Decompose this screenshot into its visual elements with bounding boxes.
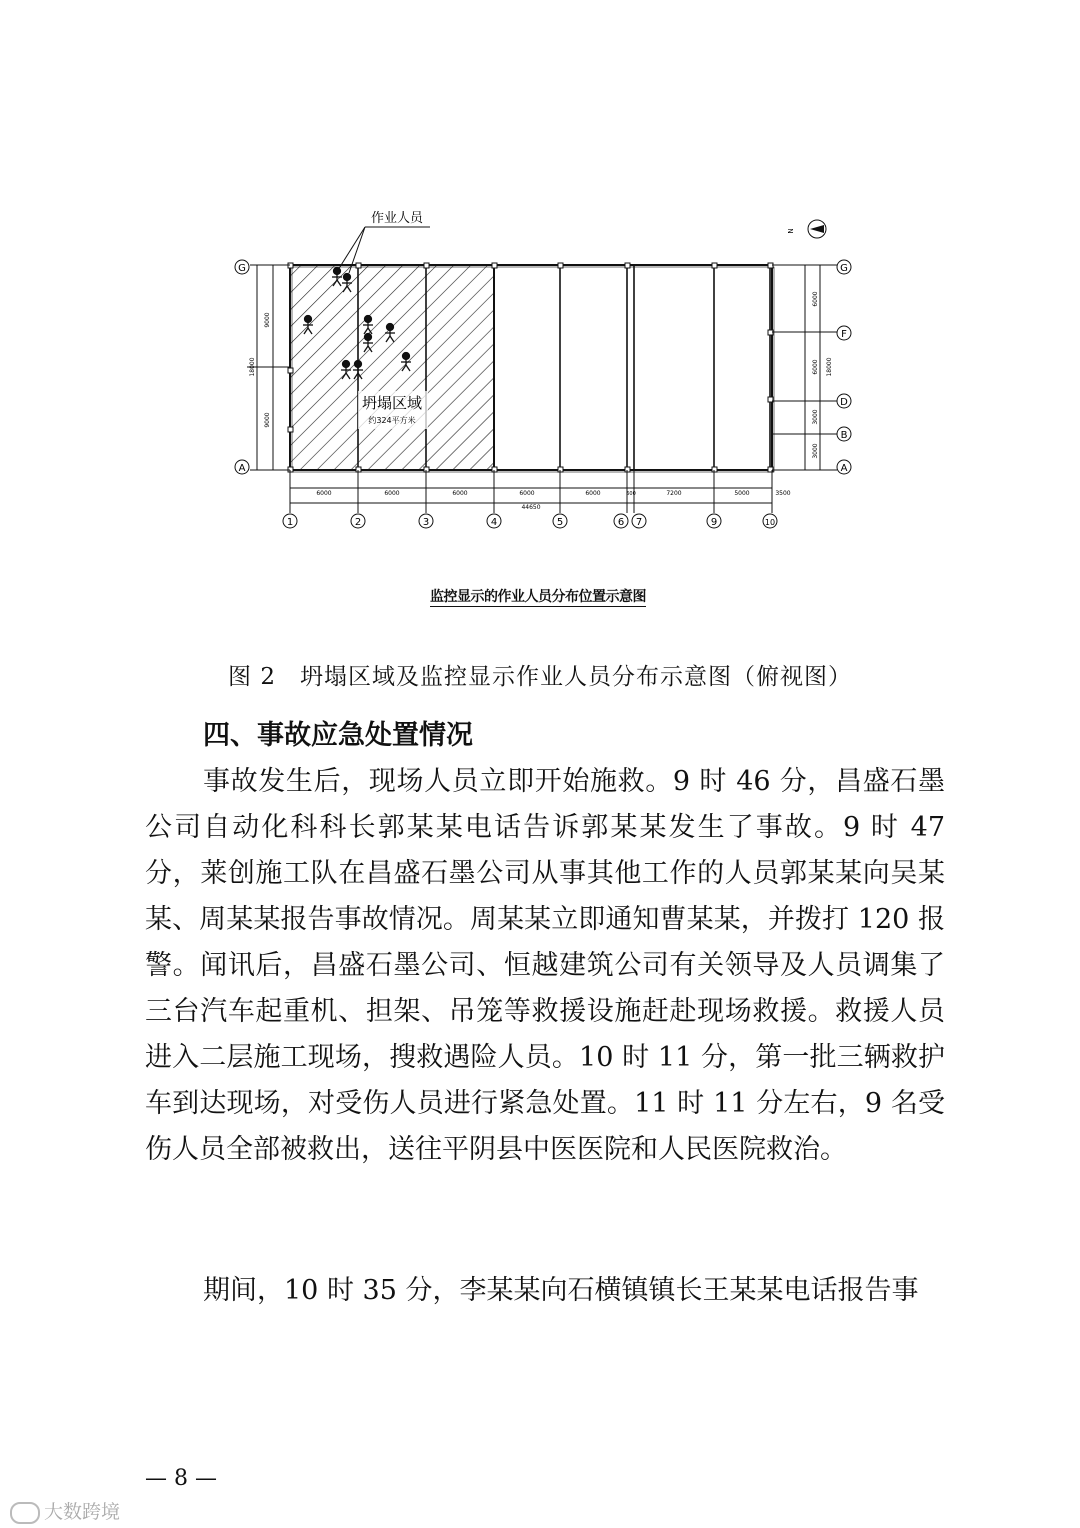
watermark-text: 大数跨境 [44, 1501, 121, 1523]
watermark [10, 1497, 120, 1524]
axis-label: 1 [286, 517, 294, 528]
dimension-label: 18000 [249, 357, 256, 377]
dimension-label: 6000 [316, 490, 332, 497]
axis-label: 4 [490, 517, 498, 528]
workers-label: 作业人员 [371, 211, 424, 226]
collapse-area-label: 坍塌区域 [361, 394, 423, 412]
dimension-label: 6000 [452, 490, 468, 497]
page-number: — 8 — [145, 1466, 217, 1491]
axis-label: B [840, 430, 848, 441]
figure-caption: 图 2 坍塌区域及监控显示作业人员分布示意图（俯视图） [228, 664, 852, 690]
section-heading: 四、事故应急处置情况 [203, 720, 473, 751]
dimension-label: 600 [626, 491, 636, 497]
axis-label: 5 [556, 517, 564, 528]
paragraph: 事故发生后，现场人员立即开始施救。9 时 46 分，昌盛石墨公司自动化科科长郭某某电话告诉郭某某发生了事故。9 时 47 分，莱创施工队在昌盛石墨公司从事其他工作的人员郭某某向吴某某、周某某报告事故情况。周某某立即通知曹某某，并拨打 120 报警。闻讯后，昌盛石墨公司、恒越建筑公司有关领导及人员调集了三台汽车起重机、担架、吊笼等救援设施赶赴现场救援。救援人员进入二层施工现场，搜救遇险人员。10 时 11 分，第一批三辆救护车到达现场，对受伤人员进行紧急处置。11 时 11 分左右，9 名受伤人员全部被救出，送往平阴县中医医院和人民医院救治。 [145, 766, 945, 1165]
collapse-area [290, 265, 494, 470]
dimension-label: 5000 [734, 490, 750, 497]
axis-label: A [840, 463, 848, 474]
axis-label: 3 [422, 517, 430, 528]
total-dimension: 44650 [521, 504, 541, 511]
dimension-label: 6000 [384, 490, 400, 497]
axis-label: F [841, 329, 847, 340]
axis-label: 2 [354, 517, 362, 528]
axis-label: 7 [635, 517, 643, 528]
dimension-label: 6000 [812, 291, 819, 307]
axis-label: A [238, 463, 246, 474]
floor-plan-diagram [225, 205, 865, 535]
north-label: N [787, 228, 795, 234]
figure-subcaption: 监控显示的作业人员分布位置示意图 [430, 589, 646, 605]
dimension-label: 18000 [826, 357, 833, 377]
dimension-label: 6000 [585, 490, 601, 497]
paragraph: 期间，10 时 35 分，李某某向石横镇镇长王某某电话报告事 [203, 1275, 919, 1306]
watermark-logo-icon [10, 1502, 40, 1524]
axis-label: 6 [617, 517, 625, 528]
dimension-label: 6000 [812, 359, 819, 375]
collapse-area-size: 约324平方米 [368, 416, 416, 425]
axis-label: G [238, 263, 246, 274]
axis-label: D [840, 397, 848, 408]
dimension-label: 6000 [519, 490, 535, 497]
dimension-label: 3000 [812, 443, 819, 459]
dimension-label: 7200 [666, 490, 682, 497]
axis-label: G [840, 263, 848, 274]
dimension-label: 9000 [264, 312, 271, 328]
dimension-label: 3000 [812, 409, 819, 425]
dimension-label: 3500 [775, 490, 791, 497]
axis-label: 9 [710, 517, 718, 528]
axis-label: 10 [764, 518, 776, 527]
dimension-label: 9000 [264, 412, 271, 428]
